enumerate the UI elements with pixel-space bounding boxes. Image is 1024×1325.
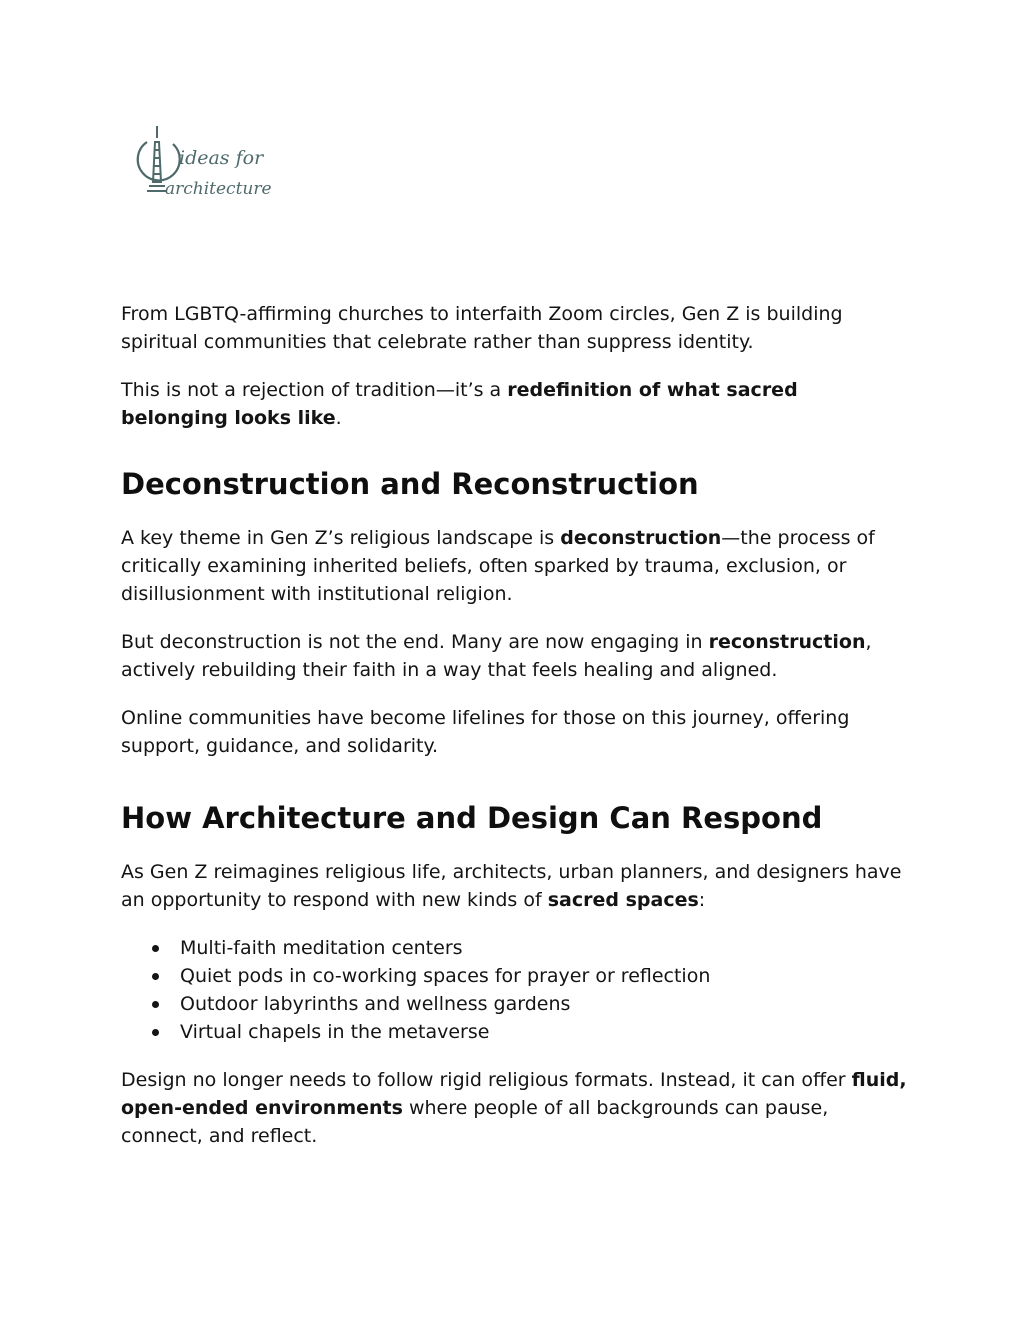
list-item: Virtual chapels in the metaverse [121,1018,911,1046]
logo-graphic [133,124,273,202]
section-heading-deconstruction: Deconstruction and Reconstruction [121,467,699,501]
logo-line2: architecture [165,179,272,199]
intro-paragraph-2: This is not a rejection of tradition—it’s a redefinition of what sacred belonging looks like. [121,379,798,429]
list-item: Outdoor labyrinths and wellness gardens [121,990,911,1018]
bullet-icon [152,1029,159,1036]
architecture-paragraph-2: Design no longer needs to follow rigid religious formats. Instead, it can offer fluid, open-ended environments where people of all backgrounds can pause, connect, and reflect. [121,1069,907,1147]
section-heading-architecture: How Architecture and Design Can Respond [121,801,823,835]
logo-line1: ideas for [179,147,264,169]
bullet-icon [152,973,159,980]
deconstruction-paragraph-2: But deconstruction is not the end. Many are now engaging in reconstruction, actively rebuilding their faith in a way that feels healing and aligned. [121,631,872,681]
sacred-spaces-list [121,934,911,1046]
deconstruction-paragraph-1: A key theme in Gen Z’s religious landscape is deconstruction—the process of critically examining inherited beliefs, often sparked by trauma, exclusion, or disillusionment with institutional religion. [121,527,875,605]
architecture-paragraph-1: As Gen Z reimagines religious life, architects, urban planners, and designers have an opportunity to respond with new kinds of sacred spaces: [121,861,902,911]
ideas-for-architecture-logo [133,124,273,202]
intro-paragraph-1: From LGBTQ-affirming churches to interfaith Zoom circles, Gen Z is building spiritual communities that celebrate rather than suppress identity. [121,303,843,353]
list-item: Multi-faith meditation centers [121,934,911,962]
bullet-icon [152,1001,159,1008]
bullet-icon [152,945,159,952]
article-body [121,300,911,1150]
list-item: Quiet pods in co-working spaces for prayer or reflection [121,962,911,990]
deconstruction-paragraph-3: Online communities have become lifelines for those on this journey, offering support, guidance, and solidarity. [121,707,850,757]
